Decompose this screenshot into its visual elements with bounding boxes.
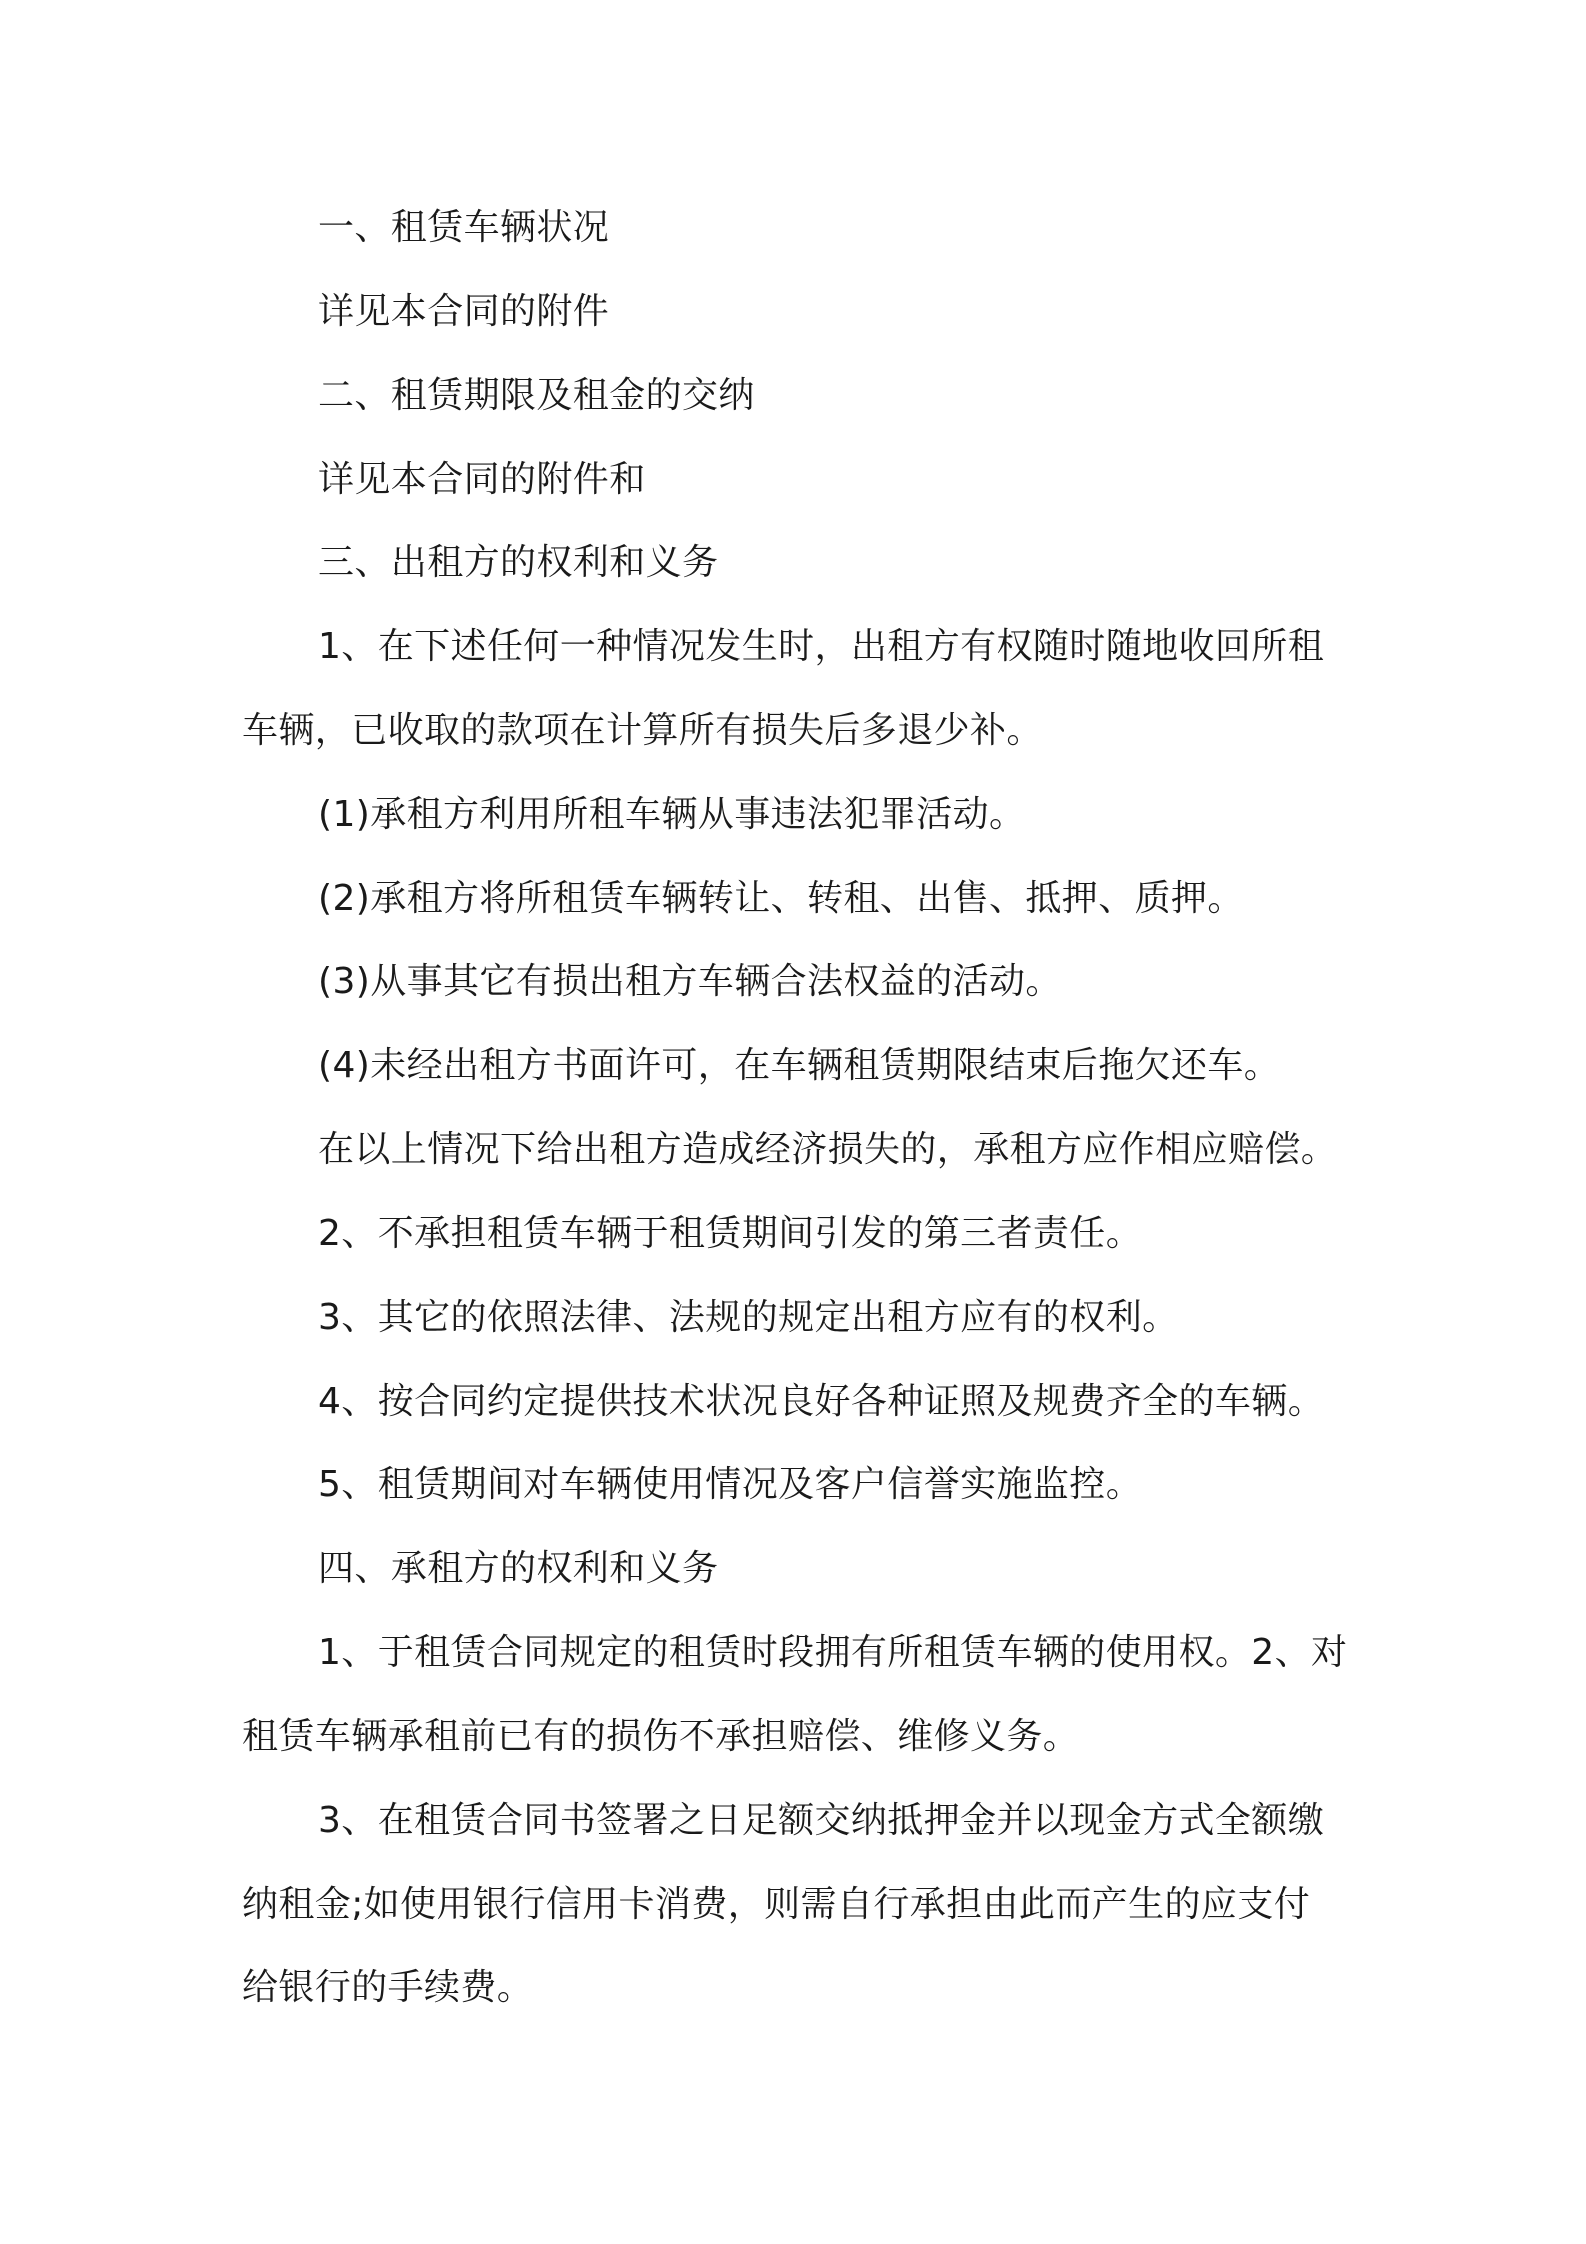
- paragraph-line: 5、租赁期间对车辆使用情况及客户信誉实施监控。: [318, 1464, 1143, 1505]
- section-heading-2: 二、租赁期限及租金的交纳: [318, 375, 755, 416]
- list-item: (1)承租方利用所租车辆从事违法犯罪活动。: [318, 794, 1026, 835]
- paragraph-line: 1、在下述任何一种情况发生时，出租方有权随时随地收回所租: [318, 626, 1325, 667]
- list-item: (2)承租方将所租赁车辆转让、转租、出售、抵押、质押。: [318, 878, 1244, 919]
- paragraph-line: 详见本合同的附件和: [318, 459, 646, 500]
- paragraph-line: 2、不承担租赁车辆于租赁期间引发的第三者责任。: [318, 1213, 1143, 1254]
- paragraph-line: 3、其它的依照法律、法规的规定出租方应有的权利。: [318, 1297, 1179, 1338]
- paragraph-line: 车辆，已收取的款项在计算所有损失后多退少补。: [242, 710, 1043, 751]
- paragraph-line: 在以上情况下给出租方造成经济损失的，承租方应作相应赔偿。: [318, 1129, 1338, 1170]
- section-heading-3: 三、出租方的权利和义务: [318, 542, 719, 583]
- section-heading-4: 四、承租方的权利和义务: [318, 1548, 719, 1589]
- paragraph-line: 4、按合同约定提供技术状况良好各种证照及规费齐全的车辆。: [318, 1381, 1325, 1422]
- paragraph-line: 租赁车辆承租前已有的损伤不承担赔偿、维修义务。: [242, 1716, 1080, 1757]
- paragraph-line: 详见本合同的附件: [318, 291, 610, 332]
- paragraph-line: 给银行的手续费。: [242, 1967, 534, 2008]
- list-item: (3)从事其它有损出租方车辆合法权益的活动。: [318, 961, 1062, 1002]
- paragraph-line: 1、于租赁合同规定的租赁时段拥有所租赁车辆的使用权。2、对: [318, 1632, 1348, 1673]
- section-heading-1: 一、租赁车辆状况: [318, 207, 610, 248]
- list-item: (4)未经出租方书面许可，在车辆租赁期限结束后拖欠还车。: [318, 1045, 1281, 1086]
- paragraph-line: 纳租金;如使用银行信用卡消费，则需自行承担由此而产生的应支付: [242, 1884, 1311, 1925]
- paragraph-line: 3、在租赁合同书签署之日足额交纳抵押金并以现金方式全额缴: [318, 1800, 1325, 1841]
